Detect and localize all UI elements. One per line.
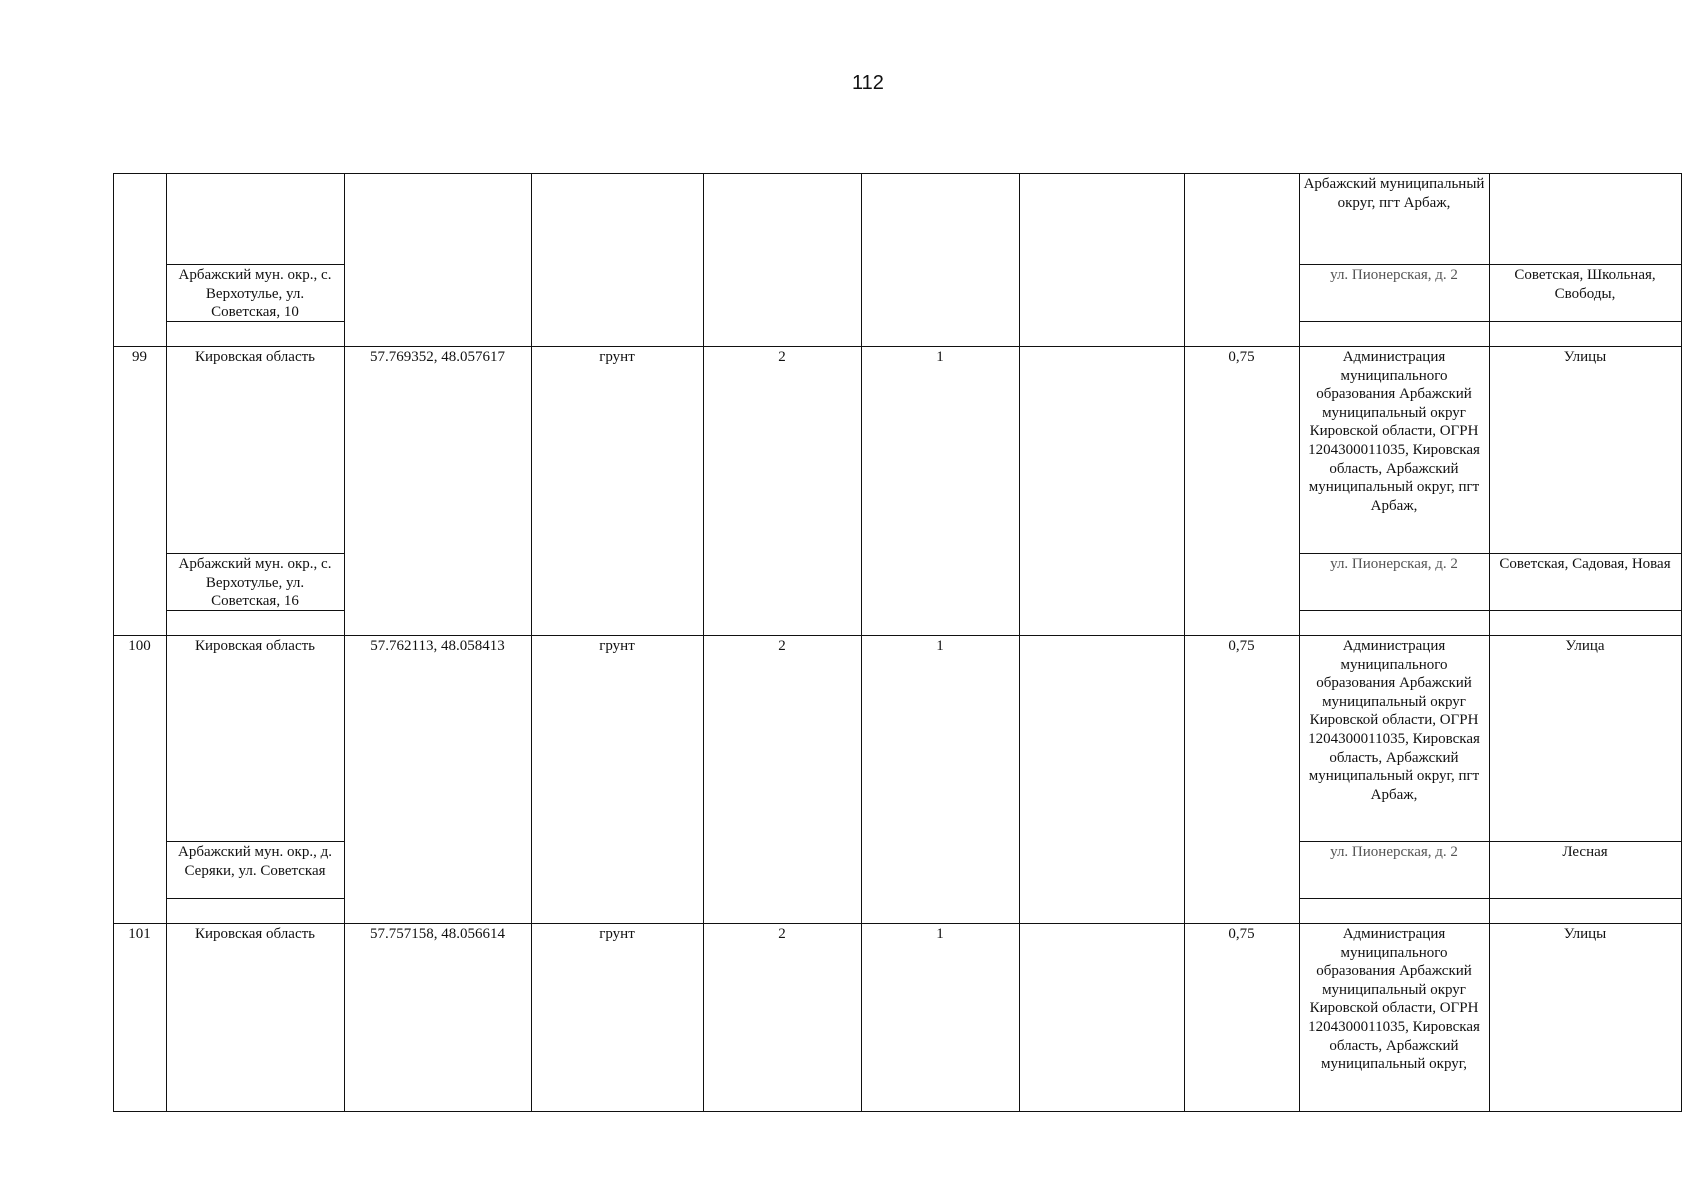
subrow-divider [1299,553,1682,554]
col-divider [1019,173,1020,1111]
owner-text: Администрация муниципального образования Арбажский муниципальный округ Кировской области, ОГРН 1204300011035, Кировская область, Арбажский муниципальный округ, пгт Арбаж, [1308,638,1480,803]
region-text: Кировская область [194,926,315,942]
row-divider [113,635,1682,636]
owner-text: Администрация муниципального образования Арбажский муниципальный округ Кировской области, ОГРН 1204300011035, Кировская область, Арбажский муниципальный округ, пгт Арбаж, [1308,349,1480,514]
col8-value: 0,75 [1228,638,1255,654]
subrow-divider [1299,321,1682,322]
coords-text: 57.762113, 48.058413 [370,638,505,654]
streets-text: Лесная [1562,844,1608,860]
col-divider [166,173,167,1111]
col-divider [861,173,862,1111]
col-divider [531,173,532,1111]
col6-value: 1 [936,349,944,365]
subrow-divider [1299,841,1682,842]
owner-street-text: ул. Пионерская, д. 2 [1330,267,1458,283]
address-text: Арбажский мун. окр., с. Верхотулье, ул. Советская, 16 [178,556,332,610]
streets-text: Советская, Садовая, Новая [1499,556,1671,572]
streets-text: Улица [1565,638,1605,654]
col-divider [1184,173,1185,1111]
subrow-divider [166,898,344,899]
table-border-top [113,173,1682,174]
col6-value: 1 [936,926,944,942]
table-border-right [1681,173,1682,1111]
subrow-divider [1299,264,1682,265]
streets-text: Улицы [1563,926,1607,942]
region-text: Кировская область [194,638,315,654]
owner-street-text: ул. Пионерская, д. 2 [1330,844,1458,860]
row-number: 99 [132,349,147,365]
surface-text: грунт [599,926,635,942]
col5-value: 2 [778,638,786,654]
region-text: Кировская область [194,349,315,365]
subrow-divider [166,553,344,554]
owner-text: Администрация муниципального образования Арбажский муниципальный округ Кировской области, ОГРН 1204300011035, Кировская область, Арбажский муниципальный округ, [1308,926,1480,1073]
col-divider [1489,173,1490,1111]
col-divider [1299,173,1300,1111]
row-number: 101 [128,926,151,942]
streets-text: Советская, Школьная, Свободы, [1514,267,1656,302]
owner-street-text: ул. Пионерская, д. 2 [1330,556,1458,572]
col8-value: 0,75 [1228,926,1255,942]
table-border-bottom [113,1111,1682,1112]
row-divider [113,923,1682,924]
coords-text: 57.769352, 48.057617 [370,349,505,365]
streets-text: Улицы [1563,349,1607,365]
subrow-divider [1299,898,1682,899]
coords-text: 57.757158, 48.056614 [370,926,505,942]
col6-value: 1 [936,638,944,654]
page-number: 112 [852,72,884,94]
table-border-left [113,173,114,1111]
row-number: 100 [128,638,151,654]
col8-value: 0,75 [1228,349,1255,365]
col5-value: 2 [778,926,786,942]
surface-text: грунт [599,349,635,365]
owner-text: Арбажский муниципальный округ, пгт Арбаж, [1303,176,1485,211]
surface-text: грунт [599,638,635,654]
col5-value: 2 [778,349,786,365]
address-text: Арбажский мун. окр., с. Верхотулье, ул. Советская, 10 [178,267,332,321]
address-text: Арбажский мун. окр., д. Серяки, ул. Советская [178,844,332,879]
col-divider [344,173,345,1111]
subrow-divider [166,841,344,842]
subrow-divider [166,264,344,265]
subrow-divider [1299,610,1682,611]
row-divider [113,346,1682,347]
col-divider [703,173,704,1111]
